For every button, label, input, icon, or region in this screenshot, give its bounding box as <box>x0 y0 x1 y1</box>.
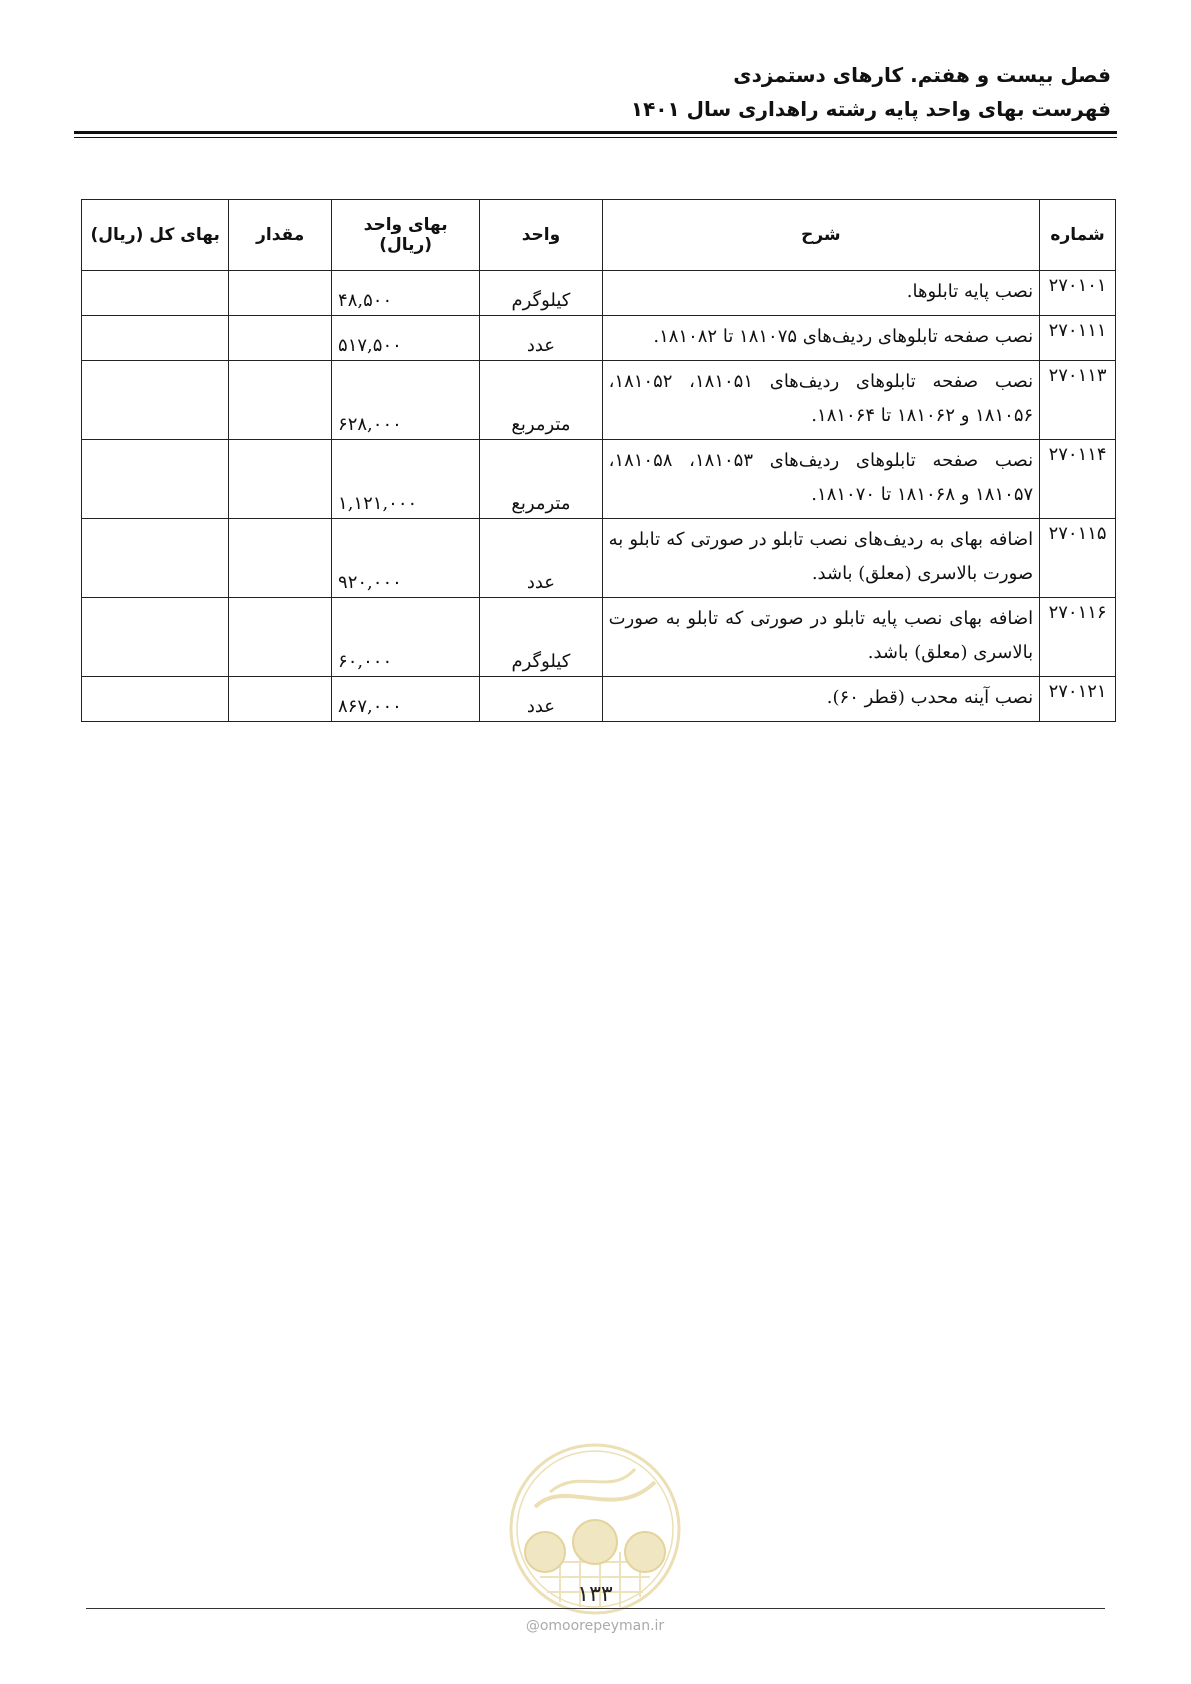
header-unit: واحد <box>480 200 602 271</box>
page-number: ۱۳۳ <box>577 1582 613 1607</box>
item-unit: مترمربع <box>480 361 602 440</box>
item-unit: مترمربع <box>480 440 602 519</box>
table-row <box>82 316 1116 361</box>
item-unit-price: ۵۱۷,۵۰۰ <box>332 316 480 361</box>
item-quantity <box>229 361 332 440</box>
table-row <box>82 519 1116 598</box>
item-code: ۲۷۰۱۱۶ <box>1040 598 1116 677</box>
item-unit-price: ۱,۱۲۱,۰۰۰ <box>332 440 480 519</box>
item-code: ۲۷۰۱۲۱ <box>1040 677 1116 722</box>
item-description: نصب پایه تابلوها. <box>602 271 1040 316</box>
table-header-row <box>82 200 1116 271</box>
item-quantity <box>229 271 332 316</box>
item-code: ۲۷۰۱۱۱ <box>1040 316 1116 361</box>
table-row <box>82 677 1116 722</box>
item-quantity <box>229 598 332 677</box>
item-unit: عدد <box>480 519 602 598</box>
item-unit-price: ۶۲۸,۰۰۰ <box>332 361 480 440</box>
item-description: اضافه بهای نصب پایه تابلو در صورتی که تابلو به صورت بالاسری (معلق) باشد. <box>602 598 1040 677</box>
header-total-price: بهای کل (ریال) <box>82 200 229 271</box>
item-total-price <box>82 361 229 440</box>
header-rule-thick <box>74 131 1117 134</box>
item-description: اضافه بهای به ردیف‌های نصب تابلو در صورتی که تابلو به صورت بالاسری (معلق) باشد. <box>602 519 1040 598</box>
item-code: ۲۷۰۱۱۴ <box>1040 440 1116 519</box>
item-unit-price: ۴۸,۵۰۰ <box>332 271 480 316</box>
item-quantity <box>229 677 332 722</box>
item-description: نصب صفحه تابلوهای ردیف‌های ۱۸۱۰۵۳، ۱۸۱۰۵۸، ۱۸۱۰۵۷ و ۱۸۱۰۶۸ تا ۱۸۱۰۷۰. <box>602 440 1040 519</box>
document-title: فهرست بهای واحد پایه رشته راهداری سال ۱۴۰۱ <box>630 97 1111 121</box>
header-quantity: مقدار <box>229 200 332 271</box>
item-quantity <box>229 440 332 519</box>
item-description: نصب صفحه تابلوهای ردیف‌های ۱۸۱۰۷۵ تا ۱۸۱۰۸۲. <box>602 316 1040 361</box>
item-unit-price: ۹۲۰,۰۰۰ <box>332 519 480 598</box>
item-total-price <box>82 271 229 316</box>
item-description: نصب آینه محدب (قطر ۶۰). <box>602 677 1040 722</box>
item-total-price <box>82 440 229 519</box>
item-code: ۲۷۰۱۱۵ <box>1040 519 1116 598</box>
chapter-title: فصل بیست و هفتم. کارهای دستمزدی <box>733 63 1111 87</box>
table-row <box>82 598 1116 677</box>
item-code: ۲۷۰۱۱۳ <box>1040 361 1116 440</box>
item-unit: کیلوگرم <box>480 598 602 677</box>
item-description: نصب صفحه تابلوهای ردیف‌های ۱۸۱۰۵۱، ۱۸۱۰۵۲، ۱۸۱۰۵۶ و ۱۸۱۰۶۲ تا ۱۸۱۰۶۴. <box>602 361 1040 440</box>
table-row <box>82 271 1116 316</box>
item-unit: کیلوگرم <box>480 271 602 316</box>
header-description: شرح <box>602 200 1040 271</box>
footer-rule <box>86 1608 1105 1609</box>
item-total-price <box>82 598 229 677</box>
table-row <box>82 440 1116 519</box>
item-unit-price: ۸۶۷,۰۰۰ <box>332 677 480 722</box>
item-quantity <box>229 519 332 598</box>
item-total-price <box>82 316 229 361</box>
header-code: شماره <box>1040 200 1116 271</box>
header-rule-thin <box>74 137 1117 138</box>
item-unit: عدد <box>480 677 602 722</box>
item-unit: عدد <box>480 316 602 361</box>
item-quantity <box>229 316 332 361</box>
item-total-price <box>82 519 229 598</box>
header-unit-price: بهای واحد (ریال) <box>332 200 480 271</box>
item-code: ۲۷۰۱۰۱ <box>1040 271 1116 316</box>
omoorepeyman-logo-watermark <box>505 1437 685 1637</box>
item-total-price <box>82 677 229 722</box>
page-header <box>80 58 1111 126</box>
table-row <box>82 361 1116 440</box>
item-unit-price: ۶۰,۰۰۰ <box>332 598 480 677</box>
footer-website: @omoorepeyman.ir <box>525 1618 665 1634</box>
price-table <box>81 199 1116 722</box>
